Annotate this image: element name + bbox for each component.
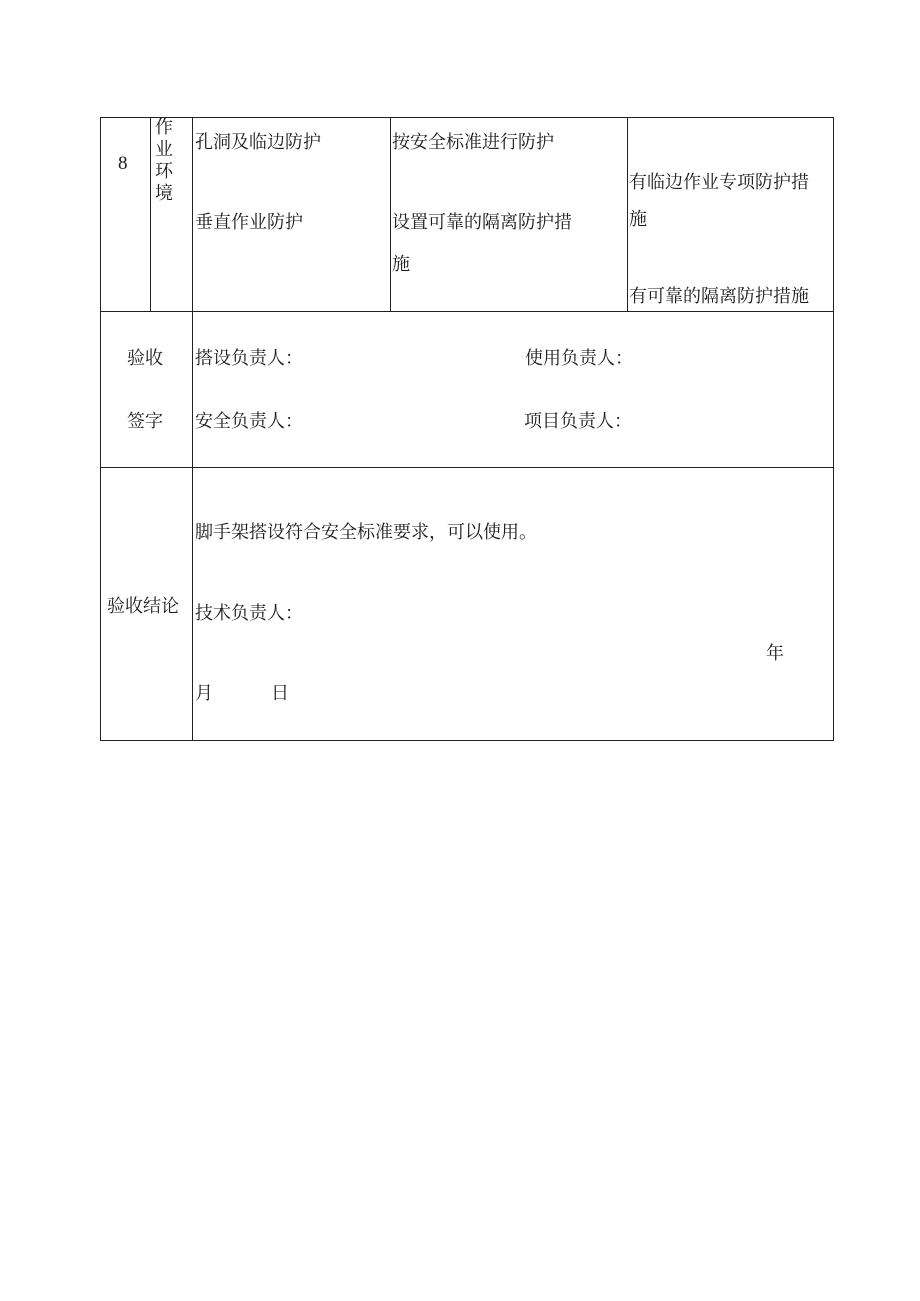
item-hole-edge-protection: 孔洞及临边防护 — [195, 132, 321, 153]
user-signature-field: 使用负责人： — [525, 348, 633, 369]
signature-label-line2: 签字 — [127, 411, 163, 432]
table-border-right — [833, 117, 834, 741]
tech-lead-signature-field: 技术负责人： — [195, 603, 303, 624]
row-divider-2 — [100, 467, 834, 468]
item-vertical-work-protection: 垂直作业防护 — [195, 212, 303, 233]
date-day: 日 — [271, 683, 289, 704]
col-divider-label — [192, 117, 193, 741]
standard-isolation-text-line1: 设置可靠的隔离防护措 — [392, 212, 572, 233]
project-signature-field: 项目负责人： — [524, 411, 632, 432]
erector-signature-field: 搭设负责人： — [195, 348, 303, 369]
standard-protection-text: 按安全标准进行防护 — [392, 132, 554, 153]
conclusion-statement: 脚手架搭设符合安全标准要求，可以使用。 — [195, 522, 537, 543]
col-divider-number — [150, 117, 151, 312]
conclusion-label: 验收结论 — [107, 596, 179, 617]
standard-isolation-text-line2: 施 — [392, 254, 410, 275]
row-divider-1 — [100, 311, 834, 312]
result-edge-protection-line2: 施 — [629, 209, 647, 230]
category-cell: 作业环境 — [155, 117, 173, 204]
result-edge-protection-line1: 有临边作业专项防护措 — [629, 172, 809, 193]
row-number: 8 — [118, 153, 128, 174]
date-month: 月 — [195, 683, 213, 704]
signature-label-line1: 验收 — [127, 348, 163, 369]
table-border-left — [100, 117, 101, 741]
date-year: 年 — [766, 643, 784, 664]
safety-signature-field: 安全负责人： — [195, 411, 303, 432]
acceptance-table — [100, 117, 834, 741]
col-divider-result — [627, 117, 628, 312]
col-divider-standard — [390, 117, 391, 312]
table-border-top — [100, 117, 834, 118]
result-isolation-measures: 有可靠的隔离防护措施 — [629, 286, 809, 307]
table-border-bottom — [100, 740, 834, 741]
